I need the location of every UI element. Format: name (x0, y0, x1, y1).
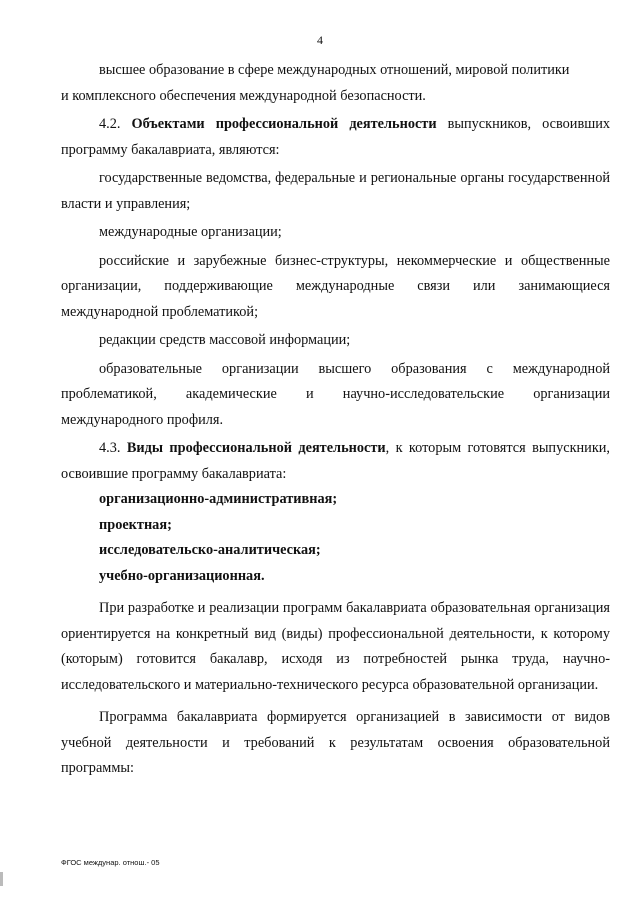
intro-line-2: и комплексного обеспечения международной безопасности. (61, 87, 426, 104)
section-4-2-title: Объектами профессиональной деятельности (131, 116, 437, 132)
section-4-2-heading (61, 112, 610, 163)
object-item-4: редакции средств массовой информации; (99, 332, 351, 348)
object-item-5: образовательные организации высшего образования с международной проблематикой, академические и научно-исследовательские организации международного профиля. (61, 360, 610, 428)
section-4-3-number: 4.3. (99, 440, 121, 456)
object-item-2: международные организации; (99, 224, 282, 240)
activity-type-2: проектная; (99, 516, 172, 533)
section-4-3-heading (61, 436, 610, 487)
program-paragraph: Программа бакалавриата формируется организацией в зависимости от видов учебной деятельности и требований к результатам освоения образовательной программы: (61, 709, 610, 776)
footer-label: ФГОС междунар. отнош.- 05 (61, 858, 160, 867)
scan-edge-mark (0, 872, 3, 886)
intro-line-1: высшее образование в сфере международных отношений, мировой политики (99, 62, 570, 78)
section-4-3-title: Виды профессиональной деятельности (126, 440, 386, 456)
section-4-2-text: выпускников, освоивших программу бакалавриата, являются: (61, 116, 610, 158)
object-item-3: российские и зарубежные бизнес-структуры, некоммерческие и общественные организации, поддерживающие международные связи или занимающиеся международной проблематикой; (61, 252, 610, 320)
activity-type-3: исследовательско-аналитическая; (99, 542, 321, 558)
section-4-2-number: 4.2. (99, 116, 121, 132)
development-paragraph: При разработке и реализации программ бакалавриата образовательная организация ориентируется на конкретный вид (виды) профессиональной деятельности, к которому (которым) готовится бакалавр, исходя из потребностей рынка труда, научно-исследовательского и материально-технического ресурса образовательной организации. (61, 600, 610, 693)
section-4-3-text: , к которым готовятся выпускники, освоившие программу бакалавриата: (61, 440, 610, 482)
object-item-1: государственные ведомства, федеральные и региональные органы государственной власти и управления; (61, 170, 610, 212)
page-number: 4 (317, 33, 323, 47)
document-body (61, 58, 610, 782)
activity-type-1: организационно-административная; (99, 491, 338, 507)
activity-type-4: учебно-организационная. (99, 567, 265, 584)
